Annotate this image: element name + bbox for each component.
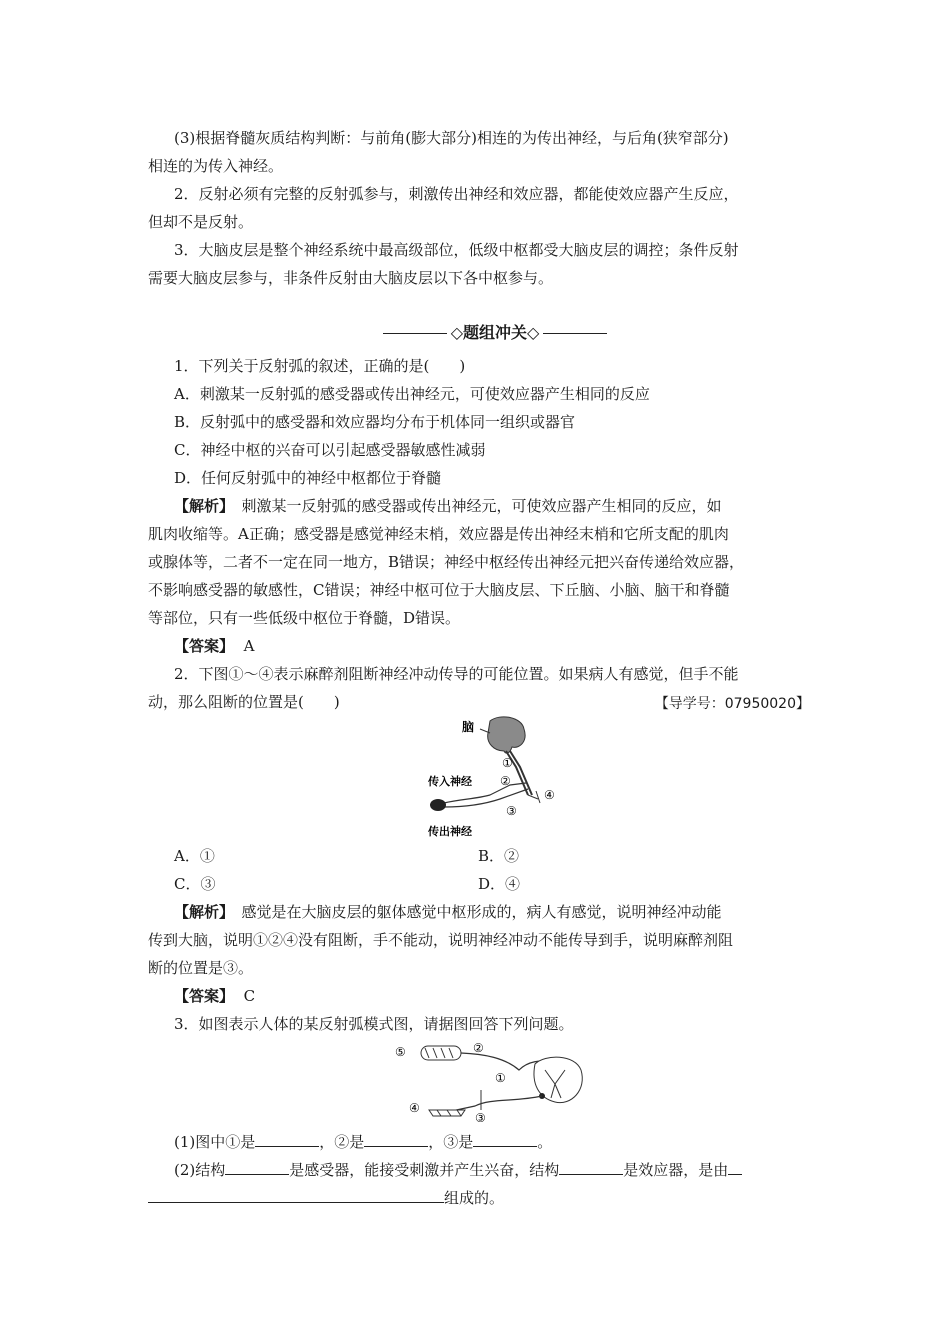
q1-stem: 1．下列关于反射弧的叙述，正确的是( ) bbox=[174, 357, 466, 375]
q1-analysis-line-4: 不影响感受器的敏感性，C错误；神经中枢可位于大脑皮层、下丘脑、小脑、脑干和脊髓 bbox=[148, 581, 730, 599]
q2-stem-line-2: 动，那么阻断的位置是( ) bbox=[148, 693, 340, 711]
fig-label-brain: 脑 bbox=[462, 720, 475, 734]
fig-marker-2: ② bbox=[500, 774, 511, 788]
q2-option-a: A．① bbox=[174, 847, 215, 865]
q3-blank-1[interactable] bbox=[255, 1132, 319, 1147]
q3-sub1-a: (1)图中①是 bbox=[174, 1133, 256, 1151]
q3-sub1-d: 。 bbox=[537, 1133, 553, 1151]
q3-blank-6-start[interactable] bbox=[728, 1160, 742, 1175]
heading-rule-left bbox=[383, 333, 447, 334]
q3-blank-3[interactable] bbox=[473, 1132, 537, 1147]
guide-number: 【导学号：07950020】 bbox=[654, 696, 810, 712]
fig3-marker-1: ① bbox=[495, 1071, 506, 1085]
q3-sub2-line-1 bbox=[174, 1156, 834, 1184]
fig-label-efferent: 传出神经 bbox=[428, 825, 472, 838]
q1-answer-tag: 【答案】 bbox=[174, 637, 235, 655]
point-2-line-1: 2．反射必须有完整的反射弧参与，刺激传出神经和效应器，都能使效应器产生反应， bbox=[174, 185, 739, 203]
q2-stem-line-1: 2．下图①～④表示麻醉剂阻断神经冲动传导的可能位置。如果病人有感觉，但手不能 bbox=[174, 665, 739, 683]
q2-answer-line bbox=[174, 982, 834, 1010]
q3-sub1 bbox=[174, 1128, 834, 1156]
q1-answer-line bbox=[174, 632, 834, 660]
fig3-marker-5: ⑤ bbox=[395, 1045, 406, 1059]
q2-option-b: B．② bbox=[478, 847, 520, 865]
q1-analysis-line-1 bbox=[174, 492, 834, 520]
section-heading bbox=[360, 320, 630, 343]
anesthesia-figure bbox=[420, 715, 580, 845]
fig3-marker-3: ③ bbox=[475, 1111, 486, 1122]
q3-sub2-a: (2)结构 bbox=[174, 1161, 226, 1179]
q1-analysis-text: 刺激某一反射弧的感受器或传出神经元，可使效应器产生相同的反应，如 bbox=[226, 497, 722, 515]
block-mark-4 bbox=[528, 791, 540, 803]
q3-blank-4[interactable] bbox=[225, 1160, 289, 1175]
fig-label-afferent: 传入神经 bbox=[428, 775, 472, 788]
q1-analysis-line-3: 或腺体等，二者不一定在同一地方，B错误；神经中枢经传出神经元把兴奋传递给效应器， bbox=[148, 553, 745, 571]
section-title: ◇题组冲关◇ bbox=[450, 323, 540, 342]
q1-analysis-tag: 【解析】 bbox=[174, 497, 227, 515]
point-2-line-2: 但却不是反射。 bbox=[148, 213, 254, 231]
q1-option-d: D．任何反射弧中的神经中枢都位于脊髓 bbox=[174, 469, 442, 487]
q3-blank-6[interactable] bbox=[148, 1188, 444, 1203]
hand-shape bbox=[430, 799, 446, 811]
q2-answer-tag: 【答案】 bbox=[174, 987, 235, 1005]
point-3-line-2: 相连的为传入神经。 bbox=[148, 157, 284, 175]
q3-blank-2[interactable] bbox=[364, 1132, 428, 1147]
point-3-line-1: (3)根据脊髓灰质结构判断：与前角(膨大部分)相连的为传出神经，与后角(狭窄部分) bbox=[174, 129, 729, 147]
q3-sub1-c: ，③是 bbox=[428, 1133, 474, 1151]
q3-sub1-b: ，②是 bbox=[319, 1133, 365, 1151]
reflex-arc-figure bbox=[395, 1040, 595, 1122]
q3-stem: 3．如图表示人体的某反射弧模式图，请据图回答下列问题。 bbox=[174, 1015, 574, 1033]
q3-sub2-d: 组成的。 bbox=[444, 1189, 505, 1207]
fig-marker-3: ③ bbox=[506, 804, 517, 818]
q2-option-d: D．④ bbox=[478, 875, 521, 893]
fig-marker-1: ① bbox=[502, 756, 513, 770]
q3-sub2-c: 是效应器，是由 bbox=[623, 1161, 729, 1179]
q2-analysis-line-2: 传到大脑，说明①②④没有阻断，手不能动，说明神经冲动不能传导到手，说明麻醉剂阻 bbox=[148, 931, 734, 949]
point-3b-line-2: 需要大脑皮层参与，非条件反射由大脑皮层以下各中枢参与。 bbox=[148, 269, 554, 287]
q3-sub2-b: 是感受器，能接受刺激并产生兴奋，结构 bbox=[289, 1161, 560, 1179]
q2-analysis-text: 感觉是在大脑皮层的躯体感觉中枢形成的，病人有感觉，说明神经冲动能 bbox=[226, 903, 722, 921]
q2-analysis-tag: 【解析】 bbox=[174, 903, 227, 921]
q1-option-a: A．刺激某一反射弧的感受器或传出神经元，可使效应器产生相同的反应 bbox=[174, 385, 650, 403]
point-3b-line-1: 3．大脑皮层是整个神经系统中最高级部位，低级中枢都受大脑皮层的调控；条件反射 bbox=[174, 241, 739, 259]
q1-analysis-line-2: 肌肉收缩等。A正确；感受器是感觉神经末梢，效应器是传出神经末梢和它所支配的肌肉 bbox=[148, 525, 729, 543]
heading-rule-right bbox=[543, 333, 607, 334]
fig3-marker-2: ② bbox=[473, 1041, 484, 1055]
brain-shape bbox=[488, 717, 525, 753]
spinal-cord-line-2 bbox=[510, 751, 532, 795]
q1-answer: A bbox=[243, 637, 255, 655]
q1-option-c: C．神经中枢的兴奋可以引起感受器敏感性减弱 bbox=[174, 441, 486, 459]
q1-analysis-line-5: 等部位，只有一些低级中枢位于脊髓，D错误。 bbox=[148, 609, 461, 627]
q2-analysis-line-1 bbox=[174, 898, 834, 926]
q1-option-b: B．反射弧中的感受器和效应器均分布于机体同一组织或器官 bbox=[174, 413, 576, 431]
fig-marker-4: ④ bbox=[544, 788, 555, 802]
q3-blank-5[interactable] bbox=[559, 1160, 623, 1175]
q2-answer: C bbox=[243, 987, 256, 1005]
q3-sub2-line-2 bbox=[148, 1184, 808, 1212]
fig3-marker-4: ④ bbox=[409, 1101, 420, 1115]
q2-analysis-line-3: 断的位置是③。 bbox=[148, 959, 254, 977]
q2-option-c: C．③ bbox=[174, 875, 216, 893]
